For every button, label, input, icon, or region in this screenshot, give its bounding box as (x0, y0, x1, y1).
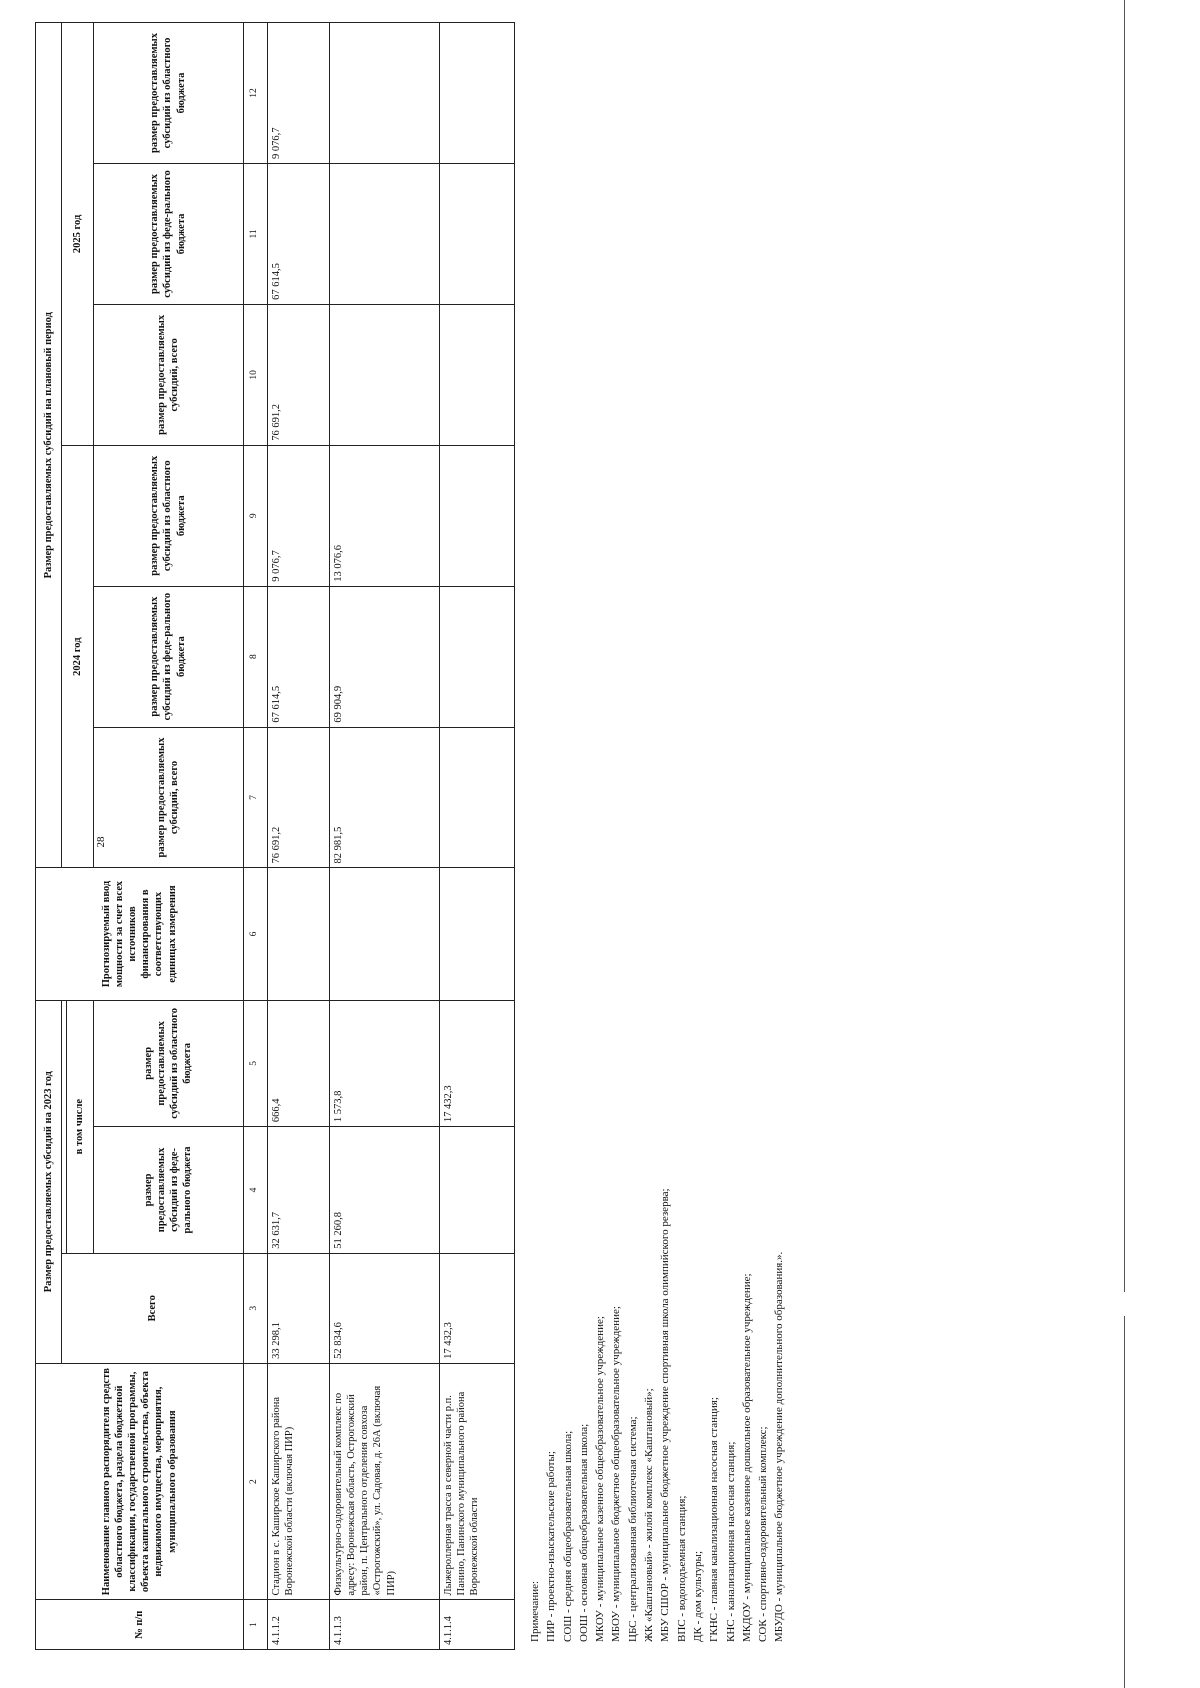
notes-section (527, 562, 788, 1642)
col-number: 10 (243, 304, 267, 445)
note-line: МБУДО - муниципальное бюджетное учреждение дополнительного образования.». (773, 1251, 786, 1642)
header-fed-2024: размер предоставляемых субсидий из феде-рального бюджета (93, 586, 243, 727)
header-no: № п/п (36, 1600, 244, 1650)
header-total-2025: размер предоставляемых субсидий, всего (93, 304, 243, 445)
col-number: 9 (243, 445, 267, 586)
note-line: ООШ - основная общеобразовательная школа; (577, 1423, 590, 1642)
header-incl: в том числе (67, 1000, 93, 1253)
footer-divider (1124, 0, 1125, 1292)
cell-total-2023: 52 834,6 (330, 1253, 440, 1363)
cell-capacity (440, 868, 515, 1000)
row-number: 4.1.1.3 (330, 1600, 440, 1650)
cell-total-2025 (330, 304, 440, 445)
col-number: 3 (243, 1253, 267, 1363)
cell-fed-2023 (440, 1127, 515, 1254)
cell-reg-2024: 13 076,6 (330, 445, 440, 586)
cell-fed-2025: 67 614,5 (268, 164, 330, 305)
note-line: ЖК «Каштановый» - жилой комплекс «Каштановый»; (643, 1388, 656, 1642)
cell-capacity (268, 868, 330, 1000)
note-line: ГКНС - главная канализационная насосная станция; (708, 1397, 721, 1642)
header-fed-2023: размер предоставляемых субсидий из феде-рального бюджета (93, 1127, 243, 1254)
note-line: КНС - канализационная насосная станция; (724, 1441, 737, 1642)
note-line: МБУ СШОР - муниципальное бюджетное учреждение спортивная школа олимпийского резерва; (659, 1188, 672, 1642)
cell-total-2024: 76 691,2 (268, 727, 330, 868)
header-reg-2023: размер предоставляемых субсидий из областного бюджета (93, 1000, 243, 1127)
cell-fed-2025 (440, 164, 515, 305)
table-row (440, 23, 515, 1650)
col-number: 1 (243, 1600, 267, 1650)
header-planned: Размер предоставляемых субсидий на плановый период (36, 23, 62, 868)
note-line: МБОУ - муниципальное бюджетное общеобразовательное учреждение; (610, 1306, 623, 1642)
cell-fed-2025 (330, 164, 440, 305)
col-number: 5 (243, 1000, 267, 1127)
cell-total-2025: 76 691,2 (268, 304, 330, 445)
cell-total-2023: 33 298,1 (268, 1253, 330, 1363)
header-total-2024: размер предоставляемых субсидий, всего (93, 727, 243, 868)
header-capacity: Прогнозируемый ввод мощности за счет всех источников финансирования в соответствующих единицах измерения (36, 868, 244, 1000)
col-number: 11 (243, 164, 267, 305)
row-name: Стадион в с. Каширское Каширского района Воронежской области (включая ПИР) (268, 1363, 330, 1600)
header-reg-2024: размер предоставляемых субсидий из областного бюджета (93, 445, 243, 586)
cell-fed-2023: 32 631,7 (268, 1127, 330, 1254)
cell-reg-2025: 9 076,7 (268, 23, 330, 164)
col-number: 12 (243, 23, 267, 164)
header-fed-2025: размер предоставляемых субсидий из феде-рального бюджета (93, 164, 243, 305)
footer-divider (1124, 1316, 1125, 1688)
note-line: ВПС - водоподъемная станция; (675, 1495, 688, 1642)
col-number: 7 (243, 727, 267, 868)
cell-total-2023: 17 432,3 (440, 1253, 515, 1363)
cell-reg-2023: 666,4 (268, 1000, 330, 1127)
notes-title: Примечание: (529, 1580, 541, 1642)
cell-fed-2024: 67 614,5 (268, 586, 330, 727)
cell-reg-2023: 1 573,8 (330, 1000, 440, 1127)
col-number: 6 (243, 868, 267, 1000)
cell-fed-2024: 69 904,9 (330, 586, 440, 727)
row-number: 4.1.1.4 (440, 1600, 515, 1650)
column-number-row (243, 23, 267, 1650)
note-line: МКОУ - муниципальное казенное общеобразовательное учреждение; (594, 1316, 607, 1642)
header-reg-2025: размер предоставляемых субсидий из областного бюджета (93, 23, 243, 164)
row-number: 4.1.1.2 (268, 1600, 330, 1650)
cell-reg-2025 (330, 23, 440, 164)
header-name: Наименование главного распорядителя средств областного бюджета, раздела бюджетной классификации, государственной программы, объекта капитального строительства, объекта недвижимого имущества, мероприятия, муниципального образования (36, 1363, 244, 1600)
subsidies-table (35, 22, 515, 1650)
cell-capacity (330, 868, 440, 1000)
header-2025: 2025 год (62, 23, 93, 446)
cell-reg-2024: 9 076,7 (268, 445, 330, 586)
cell-fed-2023: 51 260,8 (330, 1127, 440, 1254)
header-size-2023: Размер предоставляемых субсидий на 2023 год (36, 1000, 62, 1363)
note-line: СОК - спортивно-оздоровительный комплекс; (757, 1426, 770, 1642)
header-row-1 (36, 23, 62, 1650)
row-name: Физкультурно-оздоровительный комплекс по адресу: Воронежская область, Острогожский район, п. Центрального отделения совхоза «Острогожский», ул. Садовая, д. 26А (включая ПИР) (330, 1363, 440, 1600)
cell-total-2024 (440, 727, 515, 868)
note-line: СОШ - средняя общеобразовательная школа; (561, 1430, 574, 1642)
cell-total-2024: 82 981,5 (330, 727, 440, 868)
table-row (268, 23, 330, 1650)
col-number: 8 (243, 586, 267, 727)
note-line: ДК - дом культуры; (691, 1550, 704, 1642)
cell-reg-2024 (440, 445, 515, 586)
table-row (330, 23, 440, 1650)
col-number: 2 (243, 1363, 267, 1600)
cell-fed-2024 (440, 586, 515, 727)
note-line: ЦБС - централизованная библиотечная система; (626, 1416, 639, 1642)
page-number: 28 (95, 836, 107, 848)
col-number: 4 (243, 1127, 267, 1254)
cell-total-2025 (440, 304, 515, 445)
header-2024: 2024 год (62, 445, 93, 868)
header-total: Всего (62, 1253, 243, 1363)
note-line: ПИР - проектно-изыскательские работы; (545, 1451, 558, 1642)
row-name: Лыжероллерная трасса в северной части р.п. Панино, Панинского муниципального района Воронежской области (440, 1363, 515, 1600)
cell-reg-2025 (440, 23, 515, 164)
cell-reg-2023: 17 432,3 (440, 1000, 515, 1127)
note-line: МКДОУ - муниципальное казенное дошкольное образовательное учреждение; (740, 1273, 753, 1642)
